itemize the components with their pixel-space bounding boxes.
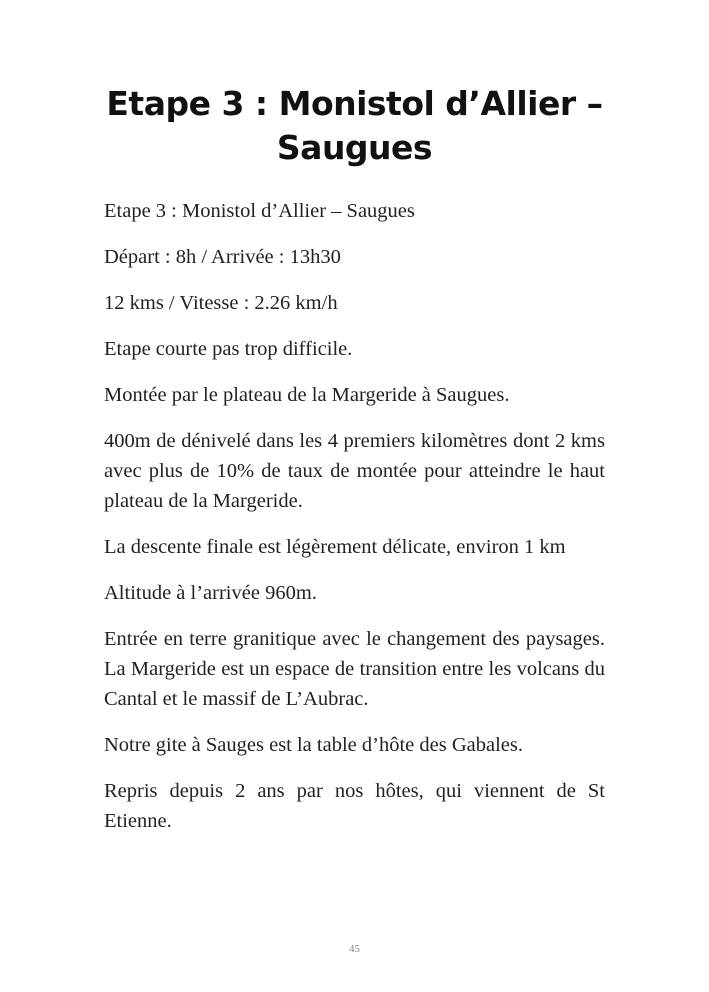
- paragraph-hosts: Repris depuis 2 ans par nos hôtes, qui viennent de St Etienne.: [104, 780, 605, 832]
- page-title: Etape 3 : Monistol d’Allier – Saugues: [106, 84, 603, 167]
- paragraph-descent: La descente finale est légèrement délicate, environ 1 km: [104, 536, 566, 558]
- paragraph-stage-heading: Etape 3 : Monistol d’Allier – Saugues: [104, 200, 415, 222]
- paragraph-distance-speed: 12 kms / Vitesse : 2.26 km/h: [104, 292, 338, 314]
- paragraph-elevation: 400m de dénivelé dans les 4 premiers kilomètres dont 2 kms avec plus de 10% de taux de montée pour atteindre le haut plateau de la Margeride.: [104, 430, 605, 512]
- paragraph-difficulty: Etape courte pas trop difficile.: [104, 338, 353, 360]
- paragraph-ascent: Montée par le plateau de la Margeride à Saugues.: [104, 384, 510, 406]
- paragraph-schedule: Départ : 8h / Arrivée : 13h30: [104, 246, 341, 268]
- body-text: [104, 196, 605, 852]
- paragraph-landscape: Entrée en terre granitique avec le changement des paysages. La Margeride est un espace de transition entre les volcans du Cantal et le massif de L’Aubrac.: [104, 628, 605, 710]
- paragraph-lodging: Notre gite à Sauges est la table d’hôte des Gabales.: [104, 734, 523, 756]
- page-number: 45: [349, 943, 360, 955]
- paragraph-altitude: Altitude à l’arrivée 960m.: [104, 582, 317, 604]
